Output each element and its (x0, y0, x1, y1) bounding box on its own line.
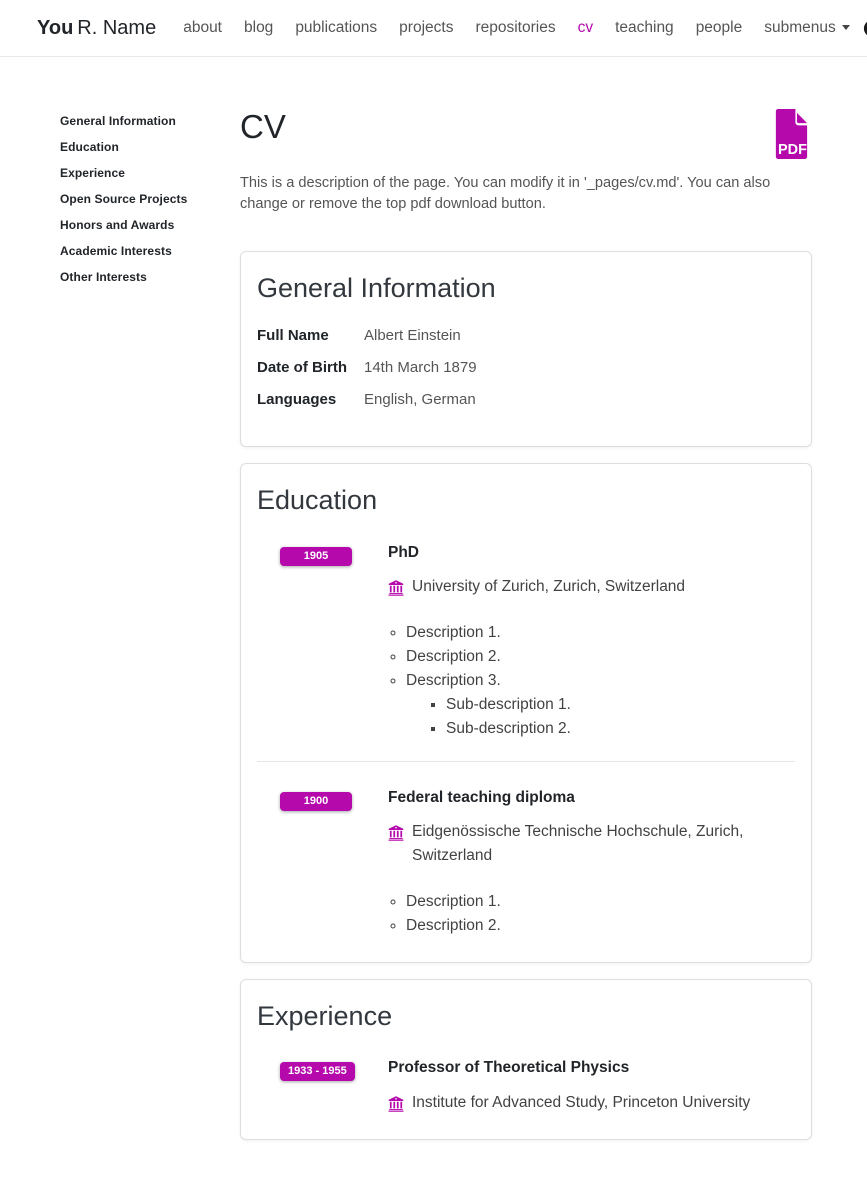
sidebar-item-academic-interests[interactable]: Academic Interests (60, 244, 172, 258)
card-title: General Information (257, 273, 496, 303)
timeline-entry (257, 1058, 795, 1114)
description-item (406, 669, 795, 741)
nav-link-repositories[interactable] (464, 11, 566, 45)
nav-link-label: publications (295, 19, 378, 36)
nav-link-label: about (183, 19, 222, 36)
description-item (406, 645, 795, 669)
info-row-date-of-birth (257, 358, 795, 377)
nav-link-label: projects (399, 19, 454, 36)
entry-body (388, 1058, 795, 1114)
info-row-languages (257, 390, 795, 409)
description-list (388, 890, 795, 938)
file-pdf-icon (771, 142, 812, 163)
institution-line (388, 575, 795, 599)
entry-body (388, 788, 795, 938)
info-value: Albert Einstein (364, 327, 461, 345)
nav-link-projects[interactable] (388, 11, 464, 45)
sub-description-text: Sub-description 1. (446, 695, 571, 713)
sidebar-item-open-source-projects[interactable]: Open Source Projects (60, 192, 188, 206)
sub-description-text: Sub-description 2. (446, 719, 571, 737)
description-text: Description 2. (406, 917, 501, 935)
sub-description-item (446, 693, 795, 717)
info-label: Date of Birth (257, 359, 347, 377)
sub-description-item (446, 717, 795, 741)
university-icon (388, 825, 404, 841)
page-header (240, 107, 812, 159)
nav-link-people[interactable] (685, 11, 754, 45)
institution-line (388, 1091, 795, 1115)
brand-last-name: R. Name (77, 16, 157, 39)
nav-link-submenus[interactable] (753, 11, 861, 45)
nav-link-label: blog (244, 19, 274, 36)
nav-link-label: cv (577, 19, 594, 36)
year-column (257, 788, 388, 938)
sidebar-item-general-information[interactable]: General Information (60, 114, 176, 128)
description-text: Description 2. (406, 647, 501, 665)
nav-link-teaching[interactable] (604, 11, 685, 45)
institution-line (388, 820, 795, 868)
year-column (257, 543, 388, 741)
info-value: 14th March 1879 (364, 359, 477, 377)
svg-text:PDF: PDF (778, 142, 807, 159)
year-badge: 1933 - 1955 (280, 1062, 355, 1081)
card-experience (240, 979, 812, 1140)
description-text: Description 3. (406, 671, 501, 689)
nav-link-cv[interactable] (567, 11, 605, 45)
description-item (406, 890, 795, 914)
page-title: CV (240, 108, 286, 145)
main-content (240, 107, 812, 1140)
cv-sections (240, 251, 812, 1140)
nav-link-label: teaching (615, 19, 674, 36)
card-title: Education (257, 485, 378, 516)
nav-links (172, 11, 861, 45)
info-value: English, German (364, 391, 476, 409)
sub-description-list (406, 693, 795, 741)
year-column (257, 1058, 388, 1114)
info-label: Full Name (257, 327, 329, 345)
sidebar-item-education[interactable]: Education (60, 140, 119, 154)
sidebar-item-experience[interactable]: Experience (60, 166, 126, 180)
card-education (240, 463, 812, 963)
entry-divider (257, 761, 795, 762)
university-icon (388, 580, 404, 596)
timeline-entry (257, 788, 795, 938)
page-body (0, 57, 867, 1180)
description-text: Description 1. (406, 623, 501, 641)
entry-title: Professor of Theoretical Physics (388, 1059, 630, 1077)
institution-name: Institute for Advanced Study, Princeton University (412, 1093, 751, 1111)
description-item (406, 914, 795, 938)
page-description: This is a description of the page. You can modify it in '_pages/cv.md'. You can also change or remove the top pdf download button. (240, 175, 771, 212)
year-badge: 1905 (280, 547, 352, 566)
nav-link-publications[interactable] (284, 11, 388, 45)
pdf-download-button[interactable] (771, 109, 812, 159)
university-icon (388, 1096, 404, 1112)
description-text: Description 1. (406, 893, 501, 911)
navbar (0, 0, 867, 57)
nav-link-about[interactable] (172, 11, 233, 45)
card-title: Experience (257, 1001, 393, 1032)
nav-link-label: people (695, 19, 743, 36)
dark-mode-toggle[interactable] (861, 16, 867, 41)
brand-first-name: You (37, 16, 74, 39)
nav-link-label: repositories (475, 19, 556, 36)
info-table (257, 326, 795, 409)
nav-link-label: submenus (764, 19, 836, 36)
entry-title: Federal teaching diploma (388, 788, 575, 806)
toc-sidebar (60, 115, 240, 297)
year-badge: 1900 (280, 792, 352, 811)
description-item (406, 621, 795, 645)
sidebar-item-honors-and-awards[interactable]: Honors and Awards (60, 218, 175, 232)
card-general-information (240, 251, 812, 447)
site-brand[interactable] (37, 17, 156, 40)
entry-title: PhD (388, 543, 419, 561)
moon-icon (863, 25, 867, 40)
info-label: Languages (257, 391, 337, 409)
description-list (388, 621, 795, 741)
nav-link-blog[interactable] (233, 11, 284, 45)
institution-name: Eidgenössische Technische Hochschule, Zurich, Switzerland (412, 823, 744, 865)
entry-body (388, 543, 795, 741)
info-row-full-name (257, 326, 795, 345)
timeline-entry (257, 543, 795, 741)
institution-name: University of Zurich, Zurich, Switzerland (412, 577, 686, 595)
sidebar-item-other-interests[interactable]: Other Interests (60, 270, 147, 284)
caret-down-icon (842, 25, 850, 30)
